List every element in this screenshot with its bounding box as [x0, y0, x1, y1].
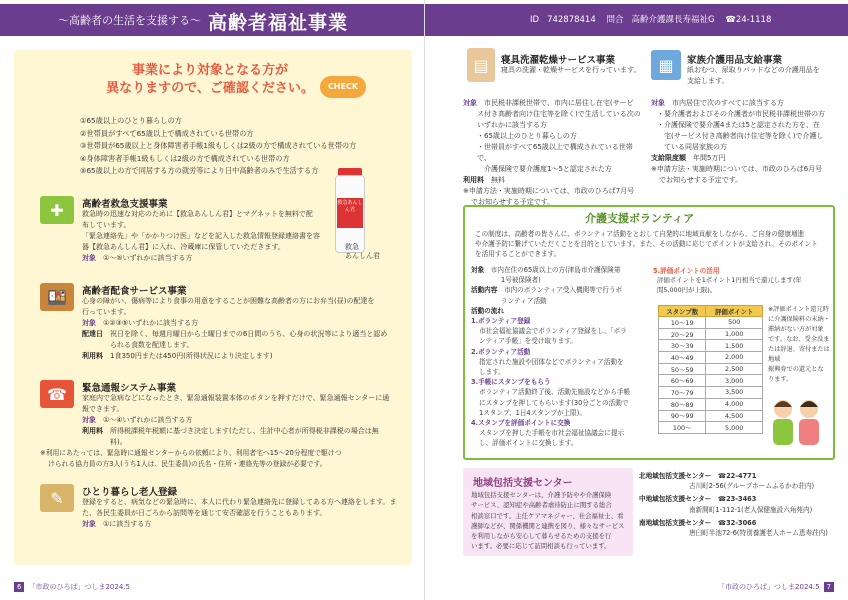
- table-cell: 50〜59: [659, 363, 706, 375]
- section-title: ひとり暮らし老人登録: [82, 487, 178, 498]
- table-header: 評価ポイント: [706, 306, 763, 317]
- criteria-item: ⑤65歳以上の方で同居する方の就労等により日中高齢者のみで生活する方: [80, 166, 319, 175]
- header-title: 高齢者福祉事業: [208, 12, 349, 34]
- table-cell: 2,000: [706, 352, 763, 364]
- table-row: [659, 375, 763, 387]
- emergency-kit-icon: ✚: [40, 196, 74, 224]
- section-title: 寝具洗濯乾燥サービス事業: [501, 55, 616, 66]
- section-title: 家族介護用品支給事業: [687, 55, 783, 66]
- right-page: [424, 0, 848, 600]
- section-note: ※利用にあたっては、緊急時に通報センターからの依頼により、利用者宅へ15〜20分程度で駆けつ けられる協力員の方3人(うち1人は、民生委員)の氏名・住所・連絡先等の登録が必要です。: [40, 449, 342, 468]
- volunteers-illustration: [765, 395, 827, 450]
- phone-icon: ☎: [40, 380, 74, 408]
- section-body: 救急時の迅速な対応のために【救急あんしん君】とマグネットを無料で配 布しています。 「緊急連絡先」や「かかりつけ医」などを記入した救急情報登録連絡書を容 器【救急あんしん君】に入れ、冷蔵庫に保管していただきます。 対象 ①〜⑤いずれかに該当する方: [82, 210, 320, 262]
- table-header: スタンプ数: [659, 306, 706, 317]
- bedding-icon: ▤: [467, 48, 495, 82]
- care-center-title: 地域包括支援センター: [473, 478, 573, 489]
- page-footer: 「市政のひろば」つしま2024.5 7: [718, 582, 834, 592]
- points-table-body: [659, 317, 763, 434]
- criteria-item: ①65歳以上のひとり暮らしの方: [80, 116, 182, 125]
- table-cell: 10〜19: [659, 317, 706, 329]
- table-row: [659, 422, 763, 434]
- page-number: 6: [14, 582, 24, 592]
- diaper-package-icon: ▦: [651, 50, 681, 80]
- care-center-body: 地域包括支援センターは、介護予防やや介護保険 サービス、認知症や高齢者虐待防止に関する総合 相談窓口です。主任ケアマネジャー、社会福祉士、看 護師などが、関係機関と連携を図り、様々なサービス を利用しながら安心して暮らせるための支援を行 います。必要に応じて訪問相談も行っています。: [471, 491, 625, 551]
- table-cell: 1,000: [706, 328, 763, 340]
- table-cell: 20〜29: [659, 328, 706, 340]
- table-cell: 3,500: [706, 387, 763, 399]
- table-cell: 30〜39: [659, 340, 706, 352]
- table-cell: 5,000: [706, 422, 763, 434]
- section-desc: 寝具の洗濯・乾燥サービスを行っています。: [501, 66, 641, 74]
- table-row: [659, 340, 763, 352]
- table-cell: 2,500: [706, 363, 763, 375]
- notice-heading: 事業により対象となる方が 異なりますので、ご確認ください。: [106, 63, 314, 96]
- list-item: 南地域包括支援センター ☎32-3066 唐臼町半池72-6(特別養護老人ホーム恵寿荘内): [639, 518, 828, 538]
- table-row: [659, 363, 763, 375]
- section-title: 高齢者救急支援事業: [82, 199, 168, 210]
- section-title: 高齢者配食サービス事業: [82, 286, 187, 297]
- table-cell: 70〜79: [659, 387, 706, 399]
- header-subtitle: ～高齢者の生活を支援する～: [58, 14, 201, 27]
- table-cell: 4,500: [706, 410, 763, 422]
- table-cell: 3,000: [706, 375, 763, 387]
- bottle-caption: 救急 あんしん君: [345, 243, 380, 260]
- points-table: [658, 305, 763, 434]
- section-body: 対象 市内居住で次のすべてに該当する方 ・要介護者およびその介護者が市民税非課税世帯の方 ・介護保険で要介護4または5と認定された方を、在 宅(サービス付き高齢者向け住宅等を除く)で介護し ている同居家族の方 支給限度額 年間5万円 ※申請方法・実施時期については、市政のひろば6月号 でお知らせする予定です。: [651, 99, 825, 184]
- table-cell: 4,000: [706, 398, 763, 410]
- section-title: 緊急通報システム事業: [82, 383, 177, 394]
- register-book-icon: ✎: [40, 484, 74, 512]
- table-cell: 100〜: [659, 422, 706, 434]
- page-number: 7: [824, 582, 834, 592]
- table-row: [659, 387, 763, 399]
- points-note: ※評価ポイント還元時 に介護保険料の未納・ 滞納がない方が対象 です。なお、受全没ま たは辞退、寄付または地域 振興券での還元とな ります。: [768, 306, 830, 383]
- list-item: 北地域包括支援センター ☎22-4771 古川町2-56(グループホームふるかわ荘内): [639, 472, 815, 491]
- volunteer-details: 対象 市内在住の65歳以上の方(津島市介護保険第 1号被保険者) 活動内容 市内のボランティア受入機関等で行うボ ランティア活動 活動の流れ 1.ボランティア登録 市社会福祉協議会でボランティア登録をし、「ボラ ンティア手帳」を受け取ります。 2.ボランティア活動 指定された施設や団体などでボランティア活動を します。 3.手帳にスタンプをもらう ボランティア活動終了後、活動先施設などから手帳 にスタンプを押してもらいます(30分ごとの活動で 1スタンプ、1日4スタンプが上限)。 4.スタンプを評価ポイントに交換 スタンプを押した手帳を市社会福祉協議会に提示 し、評価ポイントに交換します。: [471, 266, 631, 448]
- table-cell: 1,500: [706, 340, 763, 352]
- criteria-item: ④身体障害者手帳1級もしくは2級の方で構成されている世帯の方: [80, 153, 290, 163]
- criteria-item: ③世帯員が65歳以上と身体障害者手帳1級もしくは2級の方で構成されている世帯の方: [80, 141, 357, 150]
- list-item: 中地域包括支援センター ☎23-3463 南新開町1-112-1(老人保健施設六角苑内): [639, 495, 813, 514]
- table-cell: 80〜89: [659, 398, 706, 410]
- meal-box-icon: 🍱: [40, 283, 74, 311]
- points-title: 5.評価ポイントの活用: [653, 267, 720, 275]
- criteria-item: ②世帯員がすべて65歳以上で構成されている世帯の方: [80, 128, 254, 138]
- table-row: [659, 410, 763, 422]
- page-footer: 6 「市政のひろば」つしま2024.5: [14, 582, 130, 592]
- table-row: [659, 352, 763, 364]
- table-cell: 90〜99: [659, 410, 706, 422]
- section-body: 心身の障がい、傷病等により食事の用意をすることが困難な高齢者の方にお弁当(昼)の配達を 行っています。 対象 ①②③⑤いずれかに該当する方 配達日 祝日を除く、毎週月曜日から土曜日までの6日間のうち、心身の状況等により適当と認め られる食数を配達します。 利用料 1食350円または450円(所得状況により決定します): [82, 297, 388, 360]
- section-body: 対象 市民税非課税世帯で、市内に居住し在宅(サービ ス付き高齢者向け住宅等を除く)で生活している次の いずれかに該当する方 ・65歳以上のひとり暮らしの方 ・世帯員がすべて65歳以上で構成されている世帯で、 介護保険で要介護度1〜5と認定された方 利用料 無料 ※申請方法・実施時期については、市政のひろば7月号 でお知らせする予定です。: [463, 99, 641, 206]
- section-body: 家庭内で急病などになったとき、緊急通報装置本体のボタンを押すだけで、緊急通報センターに通 報できます。 対象 ①〜④いずれかに該当する方 利用料 所得税課税年税額に基づき決定します(ただし、生計中心者が所得税非課税の場合は無 料)。: [82, 394, 390, 446]
- points-desc: 評価ポイントを1ポイント1円相当で還元します(年 間5,000円が上限)。: [657, 276, 802, 294]
- bottle-label: 救急あんしん君: [337, 198, 363, 228]
- care-center-list: [639, 471, 834, 541]
- section-desc: 紙おむつ、尿取りパッドなどの介護用品を 支給します。: [687, 66, 820, 85]
- table-cell: 500: [706, 317, 763, 329]
- volunteer-intro: この制度は、高齢者の皆さんに、ボランティア活動をとおして自発的に地域貢献をしながら、ご自身の健康増進 や介護予防に繋げていただくことを目的としています。また、その活動に応じてポイントが支給され、そのポイント を活用することができます。: [475, 230, 818, 258]
- header-contact-info: ID 742878414 問合 高齢介護課長寿福祉G ☎24-1118: [530, 15, 772, 25]
- table-row: [659, 317, 763, 329]
- section-body: 登録をすると、病気などの緊急時に、本人に代わり緊急連絡先に登録してある方へ連絡をします。ま た、各民生委員が日ごろから訪問等を通じて安否確認を行うこともあります。 対象 ①に該当する方: [82, 498, 397, 528]
- table-cell: 40〜49: [659, 352, 706, 364]
- volunteer-title: 介護支援ボランティア: [585, 212, 695, 225]
- table-cell: 60〜69: [659, 375, 706, 387]
- table-row: [659, 398, 763, 410]
- table-row: [659, 328, 763, 340]
- check-badge: CHECK: [320, 76, 366, 98]
